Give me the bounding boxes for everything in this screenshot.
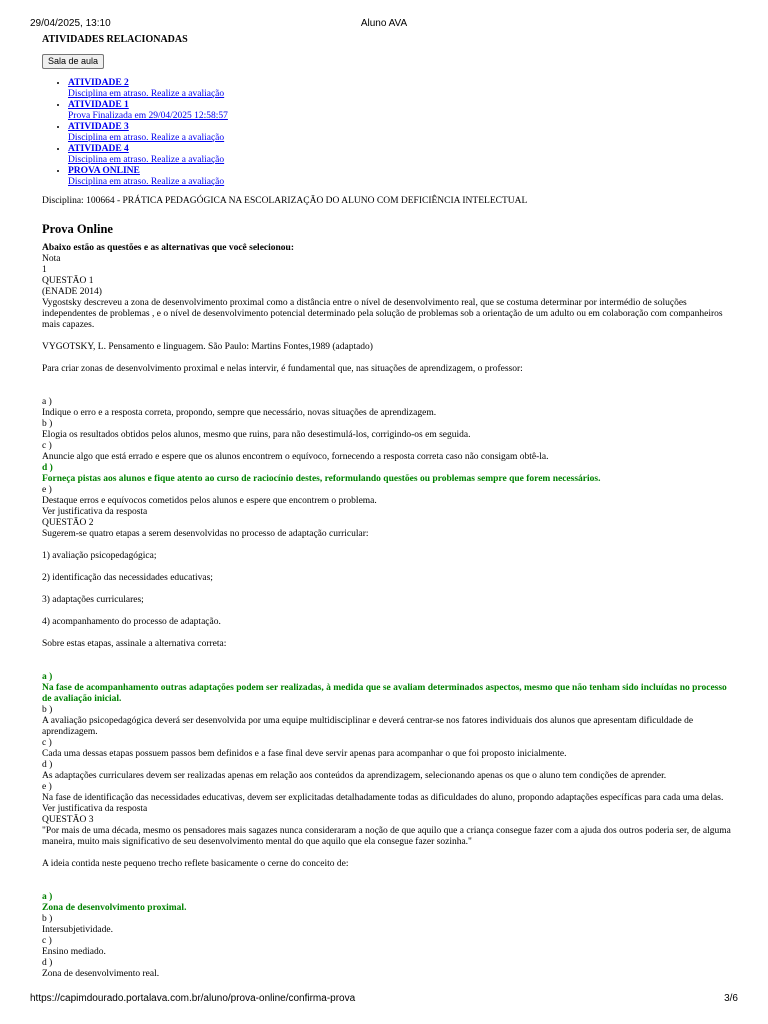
print-header (30, 18, 738, 32)
grade-label: Nota (42, 254, 61, 264)
option-letter: c ) (42, 441, 52, 451)
question-2-label: QUESTÃO 2 (42, 518, 94, 528)
option-letter: b ) (42, 419, 53, 429)
justification-link[interactable]: Ver justificativa da resposta (42, 804, 148, 814)
option-letter: b ) (42, 705, 53, 715)
question-1-text: Vygostsky descreveu a zona de desenvolvimento proximal como a distância entre o nível de desenvolvimento real, que se costuma determinar por intermédio de soluções independentes de problemas , e o nível de desenvolvimento potencial determinado pela solução de problemas sob a orientação de um adulto ou em colaboração com companheiros mais capazes. (42, 298, 723, 330)
page-content (42, 33, 732, 980)
option-text: Cada uma dessas etapas possuem passos bem definidos e a fase final deve servir apenas para acompanhar o que foi proposto inicialmente. (42, 749, 567, 759)
option-text: Elogia os resultados obtidos pelos alunos, mesmo que ruins, para não desestimulá-los, corrigindo-os em seguida. (42, 430, 471, 440)
question-2-step: 2) identificação das necessidades educativas; (42, 573, 213, 583)
option-text: A avaliação psicopedagógica deverá ser desenvolvida por uma equipe multidisciplinar e deverá centrar-se nos fatores individuais dos alunos que apresentam dificuldade de aprendizagem. (42, 716, 694, 737)
question-3-text: "Por mais de uma década, mesmo os pensadores mais sagazes nunca consideraram a noção de que aquilo que a criança consegue fazer com a ajuda dos outros poderia ser, de alguma maneira, muito mais significativo de seu desenvolvimento mental do que aquilo que ela consegue fazer sozinha." (42, 826, 731, 847)
print-url: https://capimdourado.portalava.com.br/aluno/prova-online/confirma-prova (30, 993, 356, 1004)
activity-item (68, 144, 732, 166)
print-doc-title: Aluno AVA (360, 18, 408, 29)
exam-intro: Abaixo estão as questões e as alternativas que você selecionou: (42, 243, 294, 253)
option-letter: c ) (42, 936, 52, 946)
option-text: Ensino mediado. (42, 947, 106, 957)
option-text: As adaptações curriculares devem ser realizadas apenas em relação aos conteúdos da aprendizagem, selecionando apenas os que o aluno tem condições de aprender. (42, 771, 667, 781)
classroom-button[interactable]: Sala de aula (42, 54, 104, 69)
question-2-step: 4) acompanhamento do processo de adaptação. (42, 617, 221, 627)
option-text: Destaque erros e equívocos cometidos pelos alunos e espere que encontrem o problema. (42, 496, 377, 506)
question-1-source: (ENADE 2014) (42, 287, 102, 297)
activity-item (68, 100, 732, 122)
option-text: Intersubjetividade. (42, 925, 113, 935)
activity-link[interactable]: • PROVA ONLINE (68, 166, 140, 176)
justification-link[interactable]: Ver justificativa da resposta (42, 507, 148, 517)
activity-status-link[interactable]: Disciplina em atraso. Realize a avaliação (68, 155, 225, 165)
question-2-prompt: Sobre estas etapas, assinale a alternativa correta: (42, 639, 227, 649)
option-text: Na fase de identificação das necessidades educativas, devem ser explicitadas detalhadamente todas as dificuldades do aluno, propondo adaptações específicas para cada uma delas. (42, 793, 724, 803)
question-1-reference: VYGOTSKY, L. Pensamento e linguagem. São Paulo: Martins Fontes,1989 (adaptado) (42, 342, 373, 352)
question-3-prompt: A ideia contida neste pequeno trecho reflete basicamente o cerne do conceito de: (42, 859, 349, 869)
question-3-label: QUESTÃO 3 (42, 815, 94, 825)
activity-status-link[interactable]: Disciplina em atraso. Realize a avaliação (68, 89, 225, 99)
question-2-text: Sugerem-se quatro etapas a serem desenvolvidas no processo de adaptação curricular: (42, 529, 369, 539)
activity-item (68, 166, 732, 188)
exam-title: Prova Online (42, 222, 113, 236)
discipline-title: Disciplina: 100664 - PRÁTICA PEDAGÓGICA NA ESCOLARIZAÇÃO DO ALUNO COM DEFICIÊNCIA INTELECTUAL (42, 196, 528, 206)
selected-option-letter: d ) (42, 463, 53, 473)
option-text: Anuncie algo que está errado e espere que os alunos encontrem o equívoco, fornecendo a resposta correta caso não consigam obtê-la. (42, 452, 549, 462)
activity-item (68, 122, 732, 144)
selected-option-text: Zona de desenvolvimento proximal. (42, 903, 187, 913)
question-1-prompt: Para criar zonas de desenvolvimento proximal e nelas intervir, é fundamental que, nas situações de aprendizagem, o professor: (42, 364, 523, 374)
related-activities-heading: ATIVIDADES RELACIONADAS (42, 34, 188, 45)
option-letter: c ) (42, 738, 52, 748)
print-datetime: 29/04/2025, 13:10 (30, 18, 111, 29)
activity-link[interactable]: • ATIVIDADE 1 (68, 100, 129, 110)
option-letter: d ) (42, 958, 53, 968)
activity-link[interactable]: • ATIVIDADE 2 (68, 78, 129, 88)
selected-option-letter: a ) (42, 672, 53, 682)
activity-status-link[interactable]: Disciplina em atraso. Realize a avaliação (68, 177, 225, 187)
question-2-step: 3) adaptações curriculares; (42, 595, 144, 605)
option-text: Zona de desenvolvimento real. (42, 969, 160, 979)
activity-status-link[interactable]: Disciplina em atraso. Realize a avaliação (68, 133, 225, 143)
option-letter: e ) (42, 782, 52, 792)
option-letter: e ) (42, 485, 52, 495)
activity-link[interactable]: • ATIVIDADE 4 (68, 144, 129, 154)
grade-value: 1 (42, 265, 47, 275)
selected-option-text: Forneça pistas aos alunos e fique atento ao curso de raciocínio destes, reformulando questões ou problemas sempre que forem necessários. (42, 474, 601, 484)
print-footer (30, 993, 738, 1007)
activity-item (68, 78, 732, 100)
selected-option-letter: a ) (42, 892, 53, 902)
option-text: Indique o erro e a resposta correta, propondo, sempre que necessário, novas situações de aprendizagem. (42, 408, 437, 418)
question-1-label: QUESTÃO 1 (42, 276, 94, 286)
related-activities-list (42, 78, 732, 188)
option-letter: d ) (42, 760, 53, 770)
option-letter: a ) (42, 397, 52, 407)
print-page-number: 3/6 (724, 993, 738, 1004)
option-letter: b ) (42, 914, 53, 924)
activity-status-link[interactable]: Prova Finalizada em 29/04/2025 12:58:57 (68, 111, 228, 121)
question-2-step: 1) avaliação psicopedagógica; (42, 551, 157, 561)
selected-option-text: Na fase de acompanhamento outras adaptações podem ser realizadas, à medida que se avaliam determinados aspectos, mesmo que não tenham sido incluídas no processo de avaliação inicial. (42, 683, 727, 704)
activity-link[interactable]: • ATIVIDADE 3 (68, 122, 129, 132)
